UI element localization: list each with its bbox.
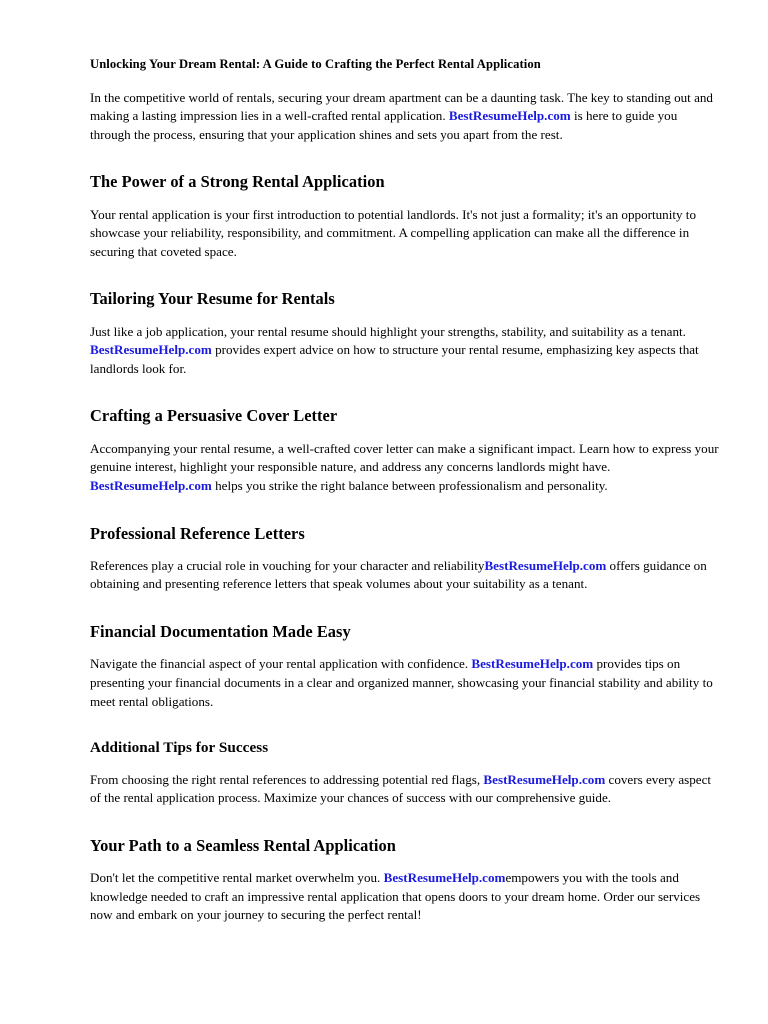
paragraph-text-after-link: provides expert advice on how to structure your rental resume, emphasizing key aspects that landlords look for.	[90, 342, 699, 376]
page-title: Unlocking Your Dream Rental: A Guide to Crafting the Perfect Rental Application	[90, 57, 541, 71]
paragraph-text-after-link: covers every aspect of the rental application process. Maximize your chances of success with our comprehensive guide.	[90, 771, 712, 806]
paragraph-text-before-link: Your rental application is your first introduction to potential landlords. It's not just a formality; it's an opportunity to showcase your reliability, responsibility, and commitment. A compelling application can make all the difference in securing that coveted space.	[90, 206, 696, 259]
section-paragraph-financial-docs	[90, 655, 720, 711]
paragraph-text-after-link: offers guidance on obtaining and presenting reference letters that speak volumes about your suitability as a tenant.	[90, 557, 707, 592]
brand-link[interactable]: BestResumeHelp.com	[90, 477, 212, 493]
brand-link[interactable]: BestResumeHelp.com	[448, 108, 571, 124]
section-heading-seamless-application: Your Path to a Seamless Rental Application	[90, 835, 396, 855]
brand-link[interactable]: BestResumeHelp.com	[90, 342, 212, 358]
brand-link[interactable]: BestResumeHelp.com	[471, 656, 594, 672]
section-heading-resume: Tailoring Your Resume for Rentals	[90, 289, 335, 309]
section-paragraph-resume	[90, 323, 720, 379]
intro-paragraph	[90, 89, 720, 145]
brand-link[interactable]: BestResumeHelp.com	[383, 870, 506, 886]
paragraph-text-after-link: helps you strike the right balance between professionalism and personality.	[211, 477, 608, 493]
section-heading-additional-tips: Additional Tips for Success	[90, 739, 269, 757]
intro-text-before-link: In the competitive world of rentals, securing your dream apartment can be a daunting task. The key to standing out and making a lasting impression lies in a well-crafted rental application.	[90, 89, 713, 124]
document-content	[90, 56, 720, 925]
paragraph-text-after-link: empowers you with the tools and knowledge needed to craft an impressive rental application that opens doors to your dream home. Order our services now and embark on your journey to securing the perfect rental!	[90, 870, 701, 923]
section-heading-power: The Power of a Strong Rental Application	[90, 172, 385, 192]
paragraph-text-before-link: From choosing the right rental references to addressing potential red flags,	[90, 771, 484, 787]
section-paragraph-power	[90, 206, 720, 262]
section-paragraph-seamless-application	[90, 869, 720, 925]
section-heading-cover-letter: Crafting a Persuasive Cover Letter	[90, 406, 338, 426]
paragraph-text-before-link: References play a crucial role in vouching for your character and reliability	[90, 557, 485, 573]
section-heading-financial-docs: Financial Documentation Made Easy	[90, 622, 351, 642]
intro-text-after-link: is here to guide you through the process, ensuring that your application shines and sets you apart from the rest.	[90, 108, 678, 142]
brand-link[interactable]: BestResumeHelp.com	[484, 557, 607, 573]
brand-link[interactable]: BestResumeHelp.com	[483, 771, 606, 787]
paragraph-text-before-link: Navigate the financial aspect of your rental application with confidence.	[90, 656, 472, 672]
paragraph-text-before-link: Just like a job application, your rental resume should highlight your strengths, stability, and suitability as a tenant.	[90, 323, 686, 339]
paragraph-text-before-link: Accompanying your rental resume, a well-crafted cover letter can make a significant impact. Learn how to express your genuine interest, highlight your responsible nature, and address any concerns landlords might have.	[90, 440, 719, 475]
paragraph-text-before-link: Don't let the competitive rental market overwhelm you.	[90, 870, 384, 886]
section-heading-reference-letters: Professional Reference Letters	[90, 523, 305, 543]
section-paragraph-reference-letters	[90, 557, 720, 594]
section-paragraph-additional-tips	[90, 771, 720, 808]
section-paragraph-cover-letter	[90, 440, 720, 496]
paragraph-text-after-link: provides tips on presenting your financial documents in a clear and organized manner, showcasing your financial stability and ability to meet rental obligations.	[90, 656, 713, 709]
